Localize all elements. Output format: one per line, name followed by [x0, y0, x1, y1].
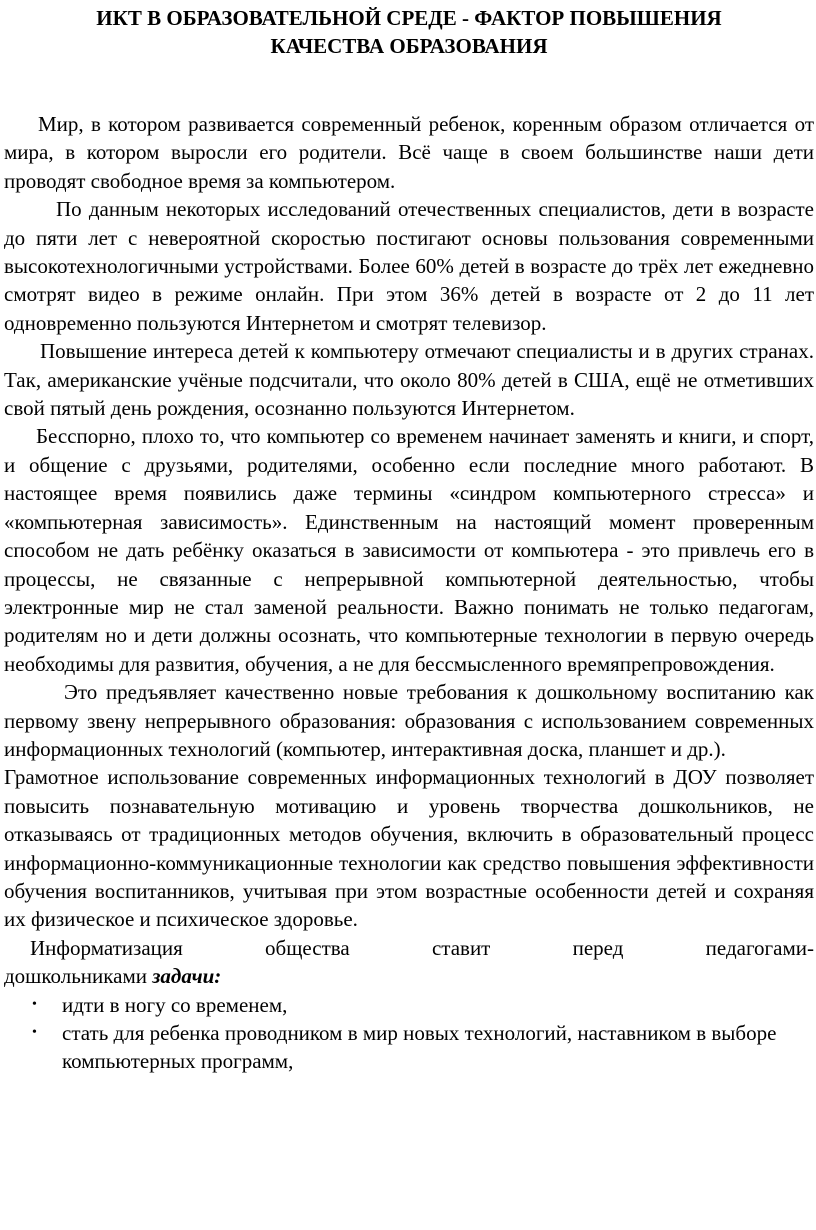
paragraph-computer-dependence: Бесспорно, плохо то, что компьютер со временем начинает заменять и книги, и спорт, и общение с друзьями, родителями, особенно если последние много работают. В настоящее время появились даже термины «синдром компьютерного стресса» и «компьютерная зависимость». Единственным на настоящий момент проверенным способом не дать ребёнку оказаться в зависимости от компьютера - это привлечь его в процессы, не связанные с непрерывной компьютерной деятельностью, чтобы электронные мир не стал заменой реальности. Важно понимать не только педагогам, родителям но и дети должны осознать, что компьютерные технологии в первую очередь необходимы для развития, обучения, а не для бессмысленного времяпрепровождения.	[4, 424, 814, 676]
list-item-text: стать для ребенка проводником в мир новых технологий, наставником в выборе компьютерных программ,	[62, 1021, 777, 1074]
tasks-intro-line	[4, 934, 814, 962]
paragraph-requirements: Это предъявляет качественно новые требования к дошкольному воспитанию как первому звену непрерывного образования: образования с использованием современных информационных технологий (компьютер, интерактивная доска, планшет и др.).	[4, 680, 814, 761]
bullet-icon: •	[32, 996, 37, 1012]
tasks-word: ставит	[431, 935, 491, 960]
bullet-icon: •	[32, 1025, 37, 1040]
list-item	[32, 991, 814, 1019]
title-spacer	[4, 60, 814, 110]
tasks-emphasis: задачи:	[152, 964, 222, 989]
tasks-continuation-text: дошкольниками	[4, 964, 153, 989]
title-line-1: ИКТ В ОБРАЗОВАТЕЛЬНОЙ СРЕДЕ - ФАКТОР ПОВЫШЕНИЯ	[96, 6, 722, 30]
tasks-word: педагогами-	[705, 935, 814, 960]
tasks-word: общества	[265, 935, 350, 960]
paragraph-research: По данным некоторых исследований отечественных специалистов, дети в возрасте до пяти лет с невероятной скоростью постигают основы пользования современными высокотехнологичными устройствами. Более 60% детей в возрасте до трёх лет ежедневно смотрят видео в режиме онлайн. При этом 36% детей в возрасте от 2 до 11 лет одновременно пользуются Интернетом и смотрят телевизор.	[4, 197, 814, 335]
document-title	[4, 4, 814, 60]
title-line-2: КАЧЕСТВА ОБРАЗОВАНИЯ	[270, 34, 548, 58]
list-item	[32, 1019, 814, 1076]
tasks-word: перед	[572, 935, 624, 960]
tasks-intro-continuation	[4, 962, 814, 990]
paragraph-intro: Мир, в котором развивается современный ребенок, коренным образом отличается от мира, в котором выросли его родители. Всё чаще в своем большинстве наши дети проводят свободное время за компьютером.	[4, 112, 814, 193]
paragraph-ict-usage: Грамотное использование современных информационных технологий в ДОУ позволяет повысить познавательную мотивацию и уровень творчества дошкольников, не отказываясь от традиционных методов обучения, включить в образовательный процесс информационно-коммуникационные технологии как средство повышения эффективности обучения воспитанников, учитывая при этом возрастные особенности детей и сохраняя их физическое и психическое здоровье.	[4, 765, 814, 932]
tasks-word: Информатизация	[30, 935, 183, 960]
list-item-text: идти в ногу со временем,	[62, 992, 288, 1017]
tasks-list	[4, 991, 814, 1076]
paragraph-other-countries: Повышение интереса детей к компьютеру отмечают специалисты и в других странах. Так, американские учёные подсчитали, что около 80% детей в США, ещё не отметивших свой пятый день рождения, осознанно пользуются Интернетом.	[4, 339, 814, 421]
